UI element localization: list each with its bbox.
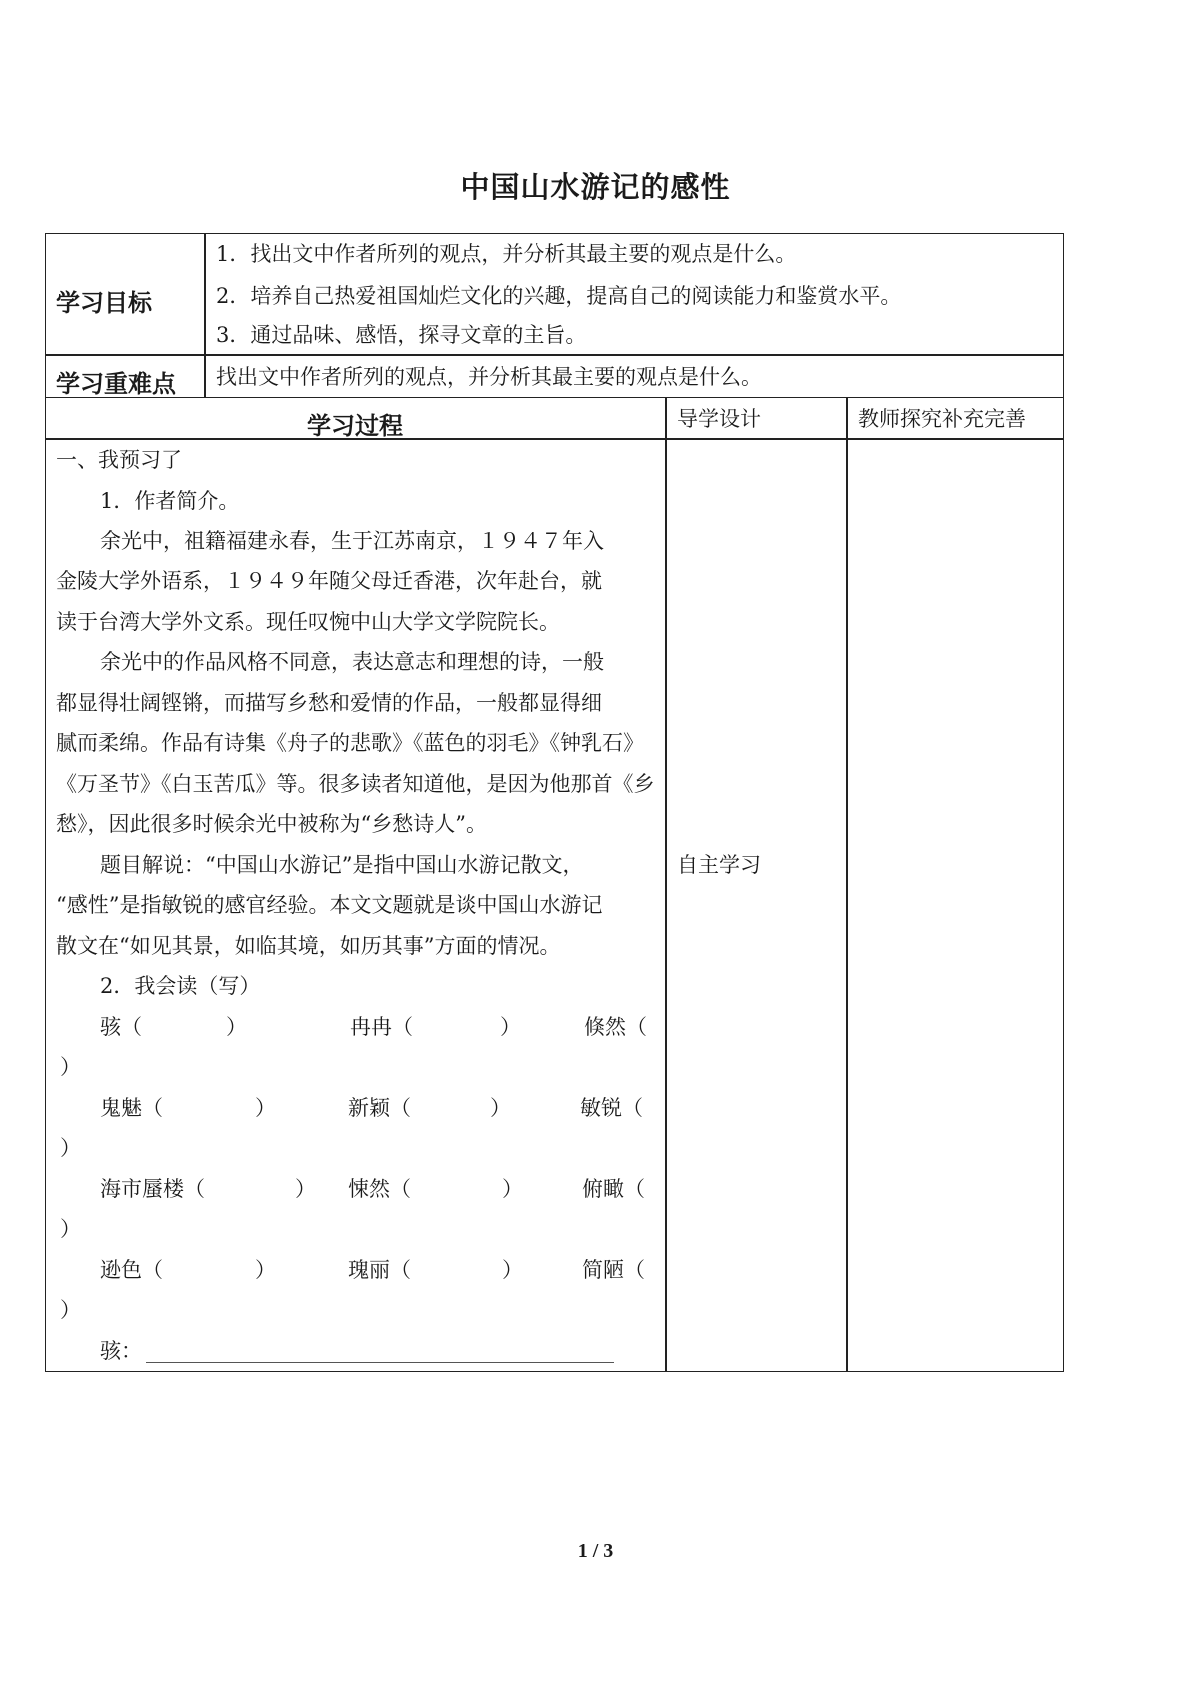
process-divider-1 — [665, 397, 667, 1372]
page-title: 中国山水游记的感性 — [460, 170, 731, 204]
reading-word: 俯瞰（ — [582, 1177, 645, 1201]
write-blank-line[interactable] — [146, 1362, 614, 1363]
design-header: 导学设计 — [677, 407, 761, 431]
reading-paren: ） — [255, 1258, 276, 1282]
reading-word: 倏然（ — [584, 1015, 647, 1039]
page-number: 1 / 3 — [577, 1540, 614, 1562]
intro-line: 读于台湾大学外文系。现任叹惋中山大学文学院院长。 — [56, 610, 560, 634]
reading-word: 敏锐（ — [580, 1096, 643, 1120]
process-divider-2 — [846, 397, 848, 1372]
style-line: 都显得壮阔铿锵，而描写乡愁和爱情的作品，一般都显得细 — [56, 691, 602, 715]
process-header: 学习过程 — [307, 412, 403, 440]
write-label: 骇： — [100, 1339, 142, 1363]
reading-paren: ） — [60, 1055, 81, 1079]
objective-item-3: 3．通过品味、感悟，探寻文章的主旨。 — [216, 323, 587, 347]
objective-item-1: 1．找出文中作者所列的观点，并分析其最主要的观点是什么。 — [216, 242, 797, 266]
reading-paren: ） — [500, 1015, 521, 1039]
section-preview: 一、我预习了 — [56, 448, 182, 472]
reading-word: 瑰丽（ — [348, 1258, 411, 1282]
reading-word: 悚然（ — [348, 1177, 411, 1201]
title-explain-line: “感性”是指敏锐的感官经验。本文文题就是谈中国山水游记 — [56, 893, 603, 917]
reading-word: 骇（ — [100, 1015, 142, 1039]
reading-paren: ） — [60, 1136, 81, 1160]
reading-word: 鬼魅（ — [100, 1096, 163, 1120]
reading-paren: ） — [226, 1015, 247, 1039]
reading-word: 简陋（ — [582, 1258, 645, 1282]
style-line: 《万圣节》《白玉苦瓜》等。很多读者知道他，是因为他那首《乡 — [56, 772, 655, 796]
author-intro-heading: 1．作者简介。 — [100, 489, 240, 513]
objectives-row-line — [45, 354, 1064, 356]
design-note: 自主学习 — [677, 853, 761, 877]
reading-word: 新颖（ — [348, 1096, 411, 1120]
reading-word: 海市蜃楼（ — [100, 1177, 205, 1201]
title-explain-line: 散文在“如见其景，如临其境，如历其事”方面的情况。 — [56, 934, 561, 958]
key-points-label: 学习重难点 — [56, 370, 176, 398]
reading-paren: ） — [490, 1096, 511, 1120]
reading-word: 冉冉（ — [350, 1015, 413, 1039]
reading-paren: ） — [255, 1096, 276, 1120]
teacher-header: 教师探究补充完善 — [858, 407, 1026, 431]
objectives-divider — [204, 233, 206, 398]
reading-paren: ） — [295, 1177, 316, 1201]
style-line: 余光中的作品风格不同意，表达意志和理想的诗，一般 — [100, 650, 604, 674]
reading-paren: ） — [502, 1258, 523, 1282]
objective-item-2: 2．培养自己热爱祖国灿烂文化的兴趣，提高自己的阅读能力和鉴赏水平。 — [216, 284, 902, 308]
objectives-label: 学习目标 — [56, 289, 152, 317]
intro-line: 金陵大学外语系，１９４９年随父母迁香港，次年赴台，就 — [56, 569, 602, 593]
intro-line: 余光中，祖籍福建永春，生于江苏南京，１９４７年入 — [100, 529, 604, 553]
reading-word: 逊色（ — [100, 1258, 163, 1282]
style-line: 腻而柔绵。作品有诗集《舟子的悲歌》《蓝色的羽毛》《钟乳石》 — [56, 731, 644, 755]
style-line: 愁》，因此很多时候余光中被称为“乡愁诗人”。 — [56, 812, 487, 836]
title-explain-line: 题目解说：“中国山水游记”是指中国山水游记散文， — [100, 853, 584, 877]
key-points-text: 找出文中作者所列的观点，并分析其最主要的观点是什么。 — [216, 365, 762, 389]
reading-paren: ） — [502, 1177, 523, 1201]
reading-paren: ） — [60, 1298, 81, 1322]
reading-paren: ） — [60, 1217, 81, 1241]
reading-heading: 2．我会读（写） — [100, 974, 261, 998]
